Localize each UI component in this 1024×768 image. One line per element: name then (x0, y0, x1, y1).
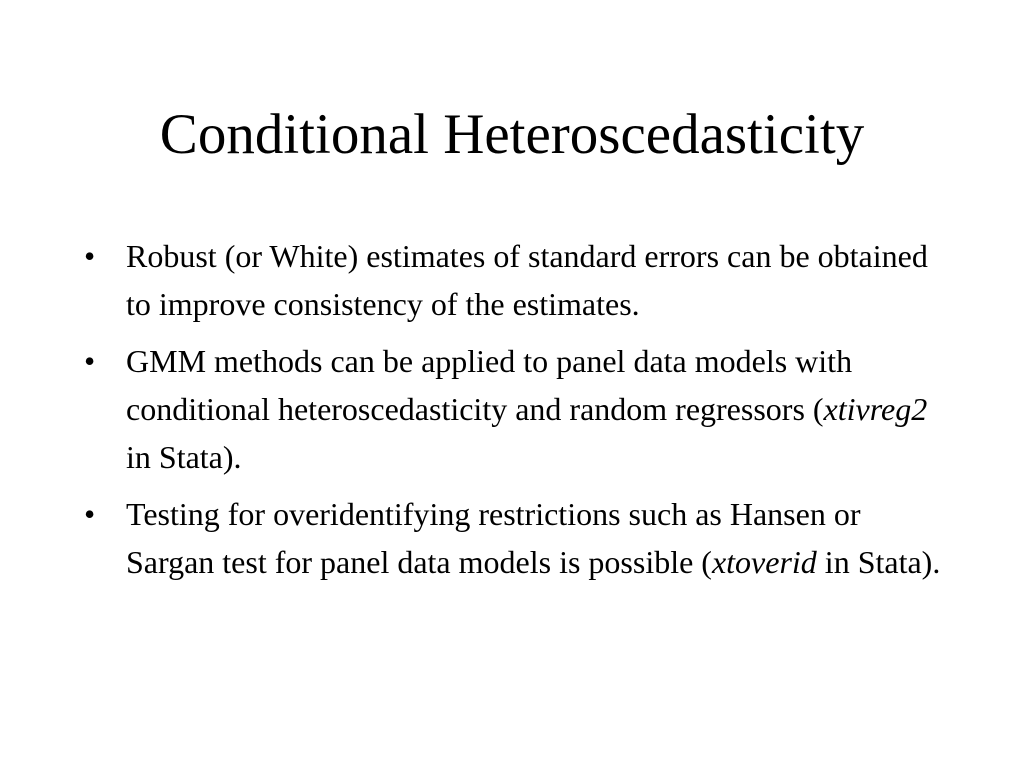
bullet-robust-estimates (84, 232, 944, 328)
stata-command-xtivreg2: xtivreg2 (823, 391, 928, 427)
bullet-overidentifying-tests (84, 490, 944, 586)
bullet-text-start: Testing for overidentifying restrictions such as Hansen or Sargan test for panel data models is possible ( (126, 496, 861, 580)
stata-command-xtoverid: xtoverid (711, 544, 817, 580)
slide-title: Conditional Heteroscedasticity (159, 103, 865, 166)
bullet-text-end: in Stata). (126, 439, 242, 475)
bullet-marker: • (84, 496, 96, 532)
bullet-text-end: in Stata). (816, 544, 941, 580)
bullet-marker: • (84, 343, 96, 379)
bullet-text-start: GMM methods can be applied to panel data models with conditional heteroscedasticity and random regressors ( (126, 343, 853, 427)
bullet-gmm-methods (84, 337, 944, 481)
bullet-marker: • (84, 238, 96, 274)
bullet-list (84, 232, 944, 595)
bullet-text: Robust (or White) estimates of standard errors can be obtained to improve consistency of the estimates. (126, 238, 928, 322)
